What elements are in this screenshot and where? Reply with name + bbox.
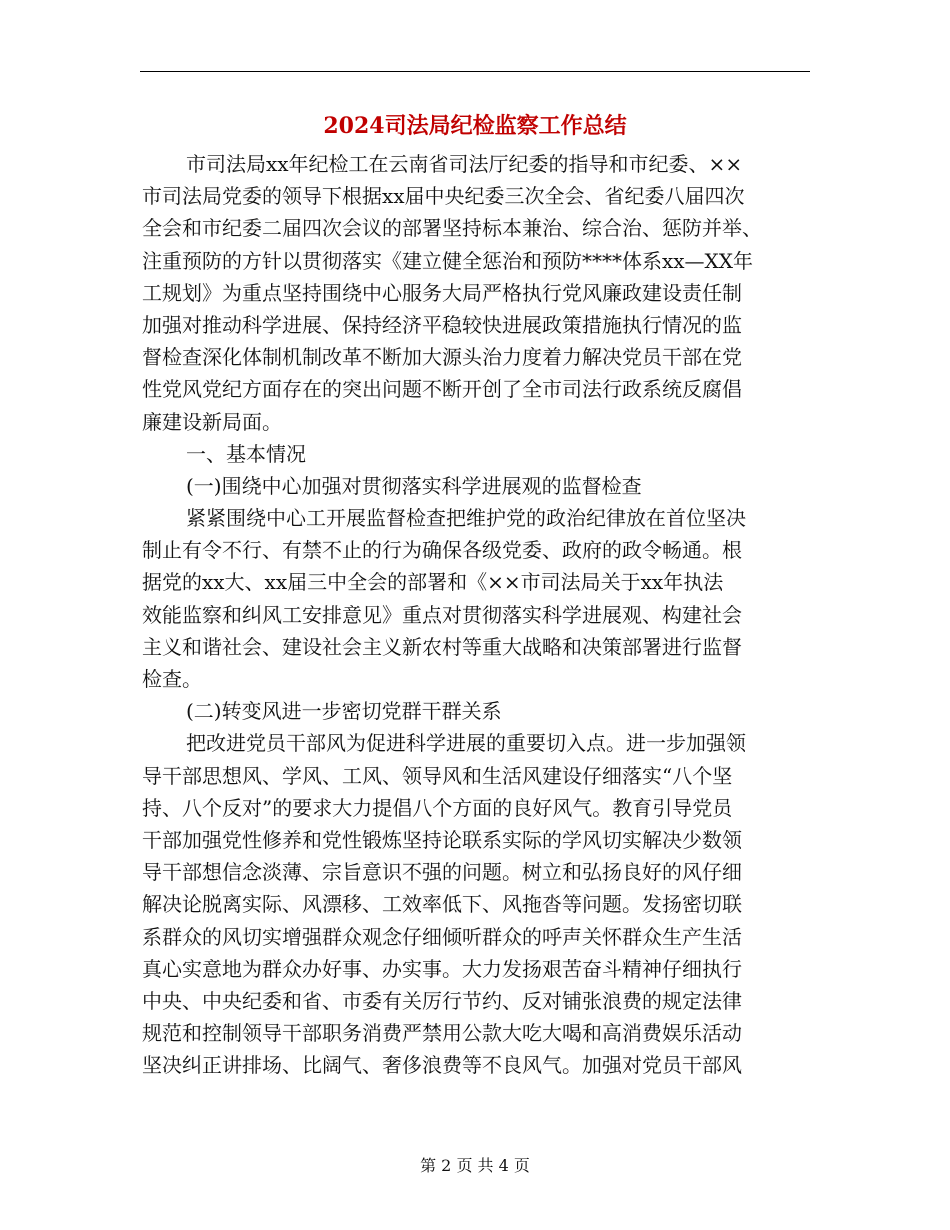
text-line: 持、八个反对”的要求大力提倡八个方面的良好风气。教育引导党员 [142,795,733,820]
text-line: 工规划》为重点坚持围绕中心服务大局严格执行党风廉政建设责任制 [142,280,742,305]
text-line: 解决论脱离实际、风漂移、工效率低下、风拖沓等问题。发扬密切联 [142,892,742,917]
page-footer: 第 2 页 共 4 页 [420,1156,530,1175]
text-line: 导干部思想风、学风、工风、领导风和生活风建设仔细落实“八个坚 [142,763,733,788]
text-line: 全会和市纪委二届四次会议的部署坚持标本兼治、综合治、惩防并举、 [142,216,762,241]
text-line: 检查。 [142,667,202,691]
text-line: 制止有令不行、有禁不止的行为确保各级党委、政府的政令畅通。根 [142,538,742,563]
text-line: 注重预防的方针以贯彻落实《建立健全惩治和预防****体系xx—XX年 [142,248,754,273]
text-line: 导干部想信念淡薄、宗旨意识不强的问题。树立和弘扬良好的风仔细 [142,860,742,885]
text-line: 紧紧围绕中心工开展监督检查把维护党的政治纪律放在首位坚决 [186,506,746,531]
text-line: 廉建设新局面。 [142,409,282,434]
text-line: (二)转变风进一步密切党群干群关系 [186,699,502,724]
text-line: (一)围绕中心加强对贯彻落实科学进展观的监督检查 [186,473,642,498]
text-line: 中央、中央纪委和省、市委有关厉行节约、反对铺张浪费的规定法律 [142,988,742,1013]
text-line: 市司法局xx年纪检工在云南省司法厅纪委的指导和市纪委、×× [186,152,743,176]
text-line: 据党的xx大、xx届三中全会的部署和《××市司法局关于xx年执法 [142,570,724,595]
text-line: 市司法局党委的领导下根据xx届中央纪委三次全会、省纪委八届四次 [142,184,745,209]
document-body [142,148,810,1081]
text-line: 效能监察和纠风工安排意见》重点对贯彻落实科学进展观、构建社会 [142,602,742,627]
text-line: 干部加强党性修养和党性锻炼坚持论联系实际的学风切实解决少数领 [142,827,742,852]
text-line: 坚决纠正讲排场、比阔气、奢侈浪费等不良风气。加强对党员干部风 [142,1053,742,1078]
text-line: 性党风党纪方面存在的突出问题不断开创了全市司法行政系统反腐倡 [142,377,742,402]
document-title: 2024司法局纪检监察工作总结 [323,113,627,139]
text-line: 规范和控制领导干部职务消费严禁用公款大吃大喝和高消费娱乐活动 [142,1021,742,1046]
text-line: 一、基本情况 [186,441,306,466]
text-line: 主义和谐社会、建设社会主义新农村等重大战略和决策部署进行监督 [142,634,742,659]
text-line: 加强对推动科学进展、保持经济平稳较快进展政策措施执行情况的监 [142,312,742,337]
text-line: 督检查深化体制机制改革不断加大源头治力度着力解决党员干部在党 [142,345,742,370]
text-line: 真心实意地为群众办好事、办实事。大力发扬艰苦奋斗精神仔细执行 [142,956,742,981]
text-line: 把改进党员干部风为促进科学进展的重要切入点。进一步加强领 [186,731,746,756]
text-line: 系群众的风切实增强群众观念仔细倾听群众的呼声关怀群众生产生活 [142,924,742,949]
header-rule [140,71,810,72]
